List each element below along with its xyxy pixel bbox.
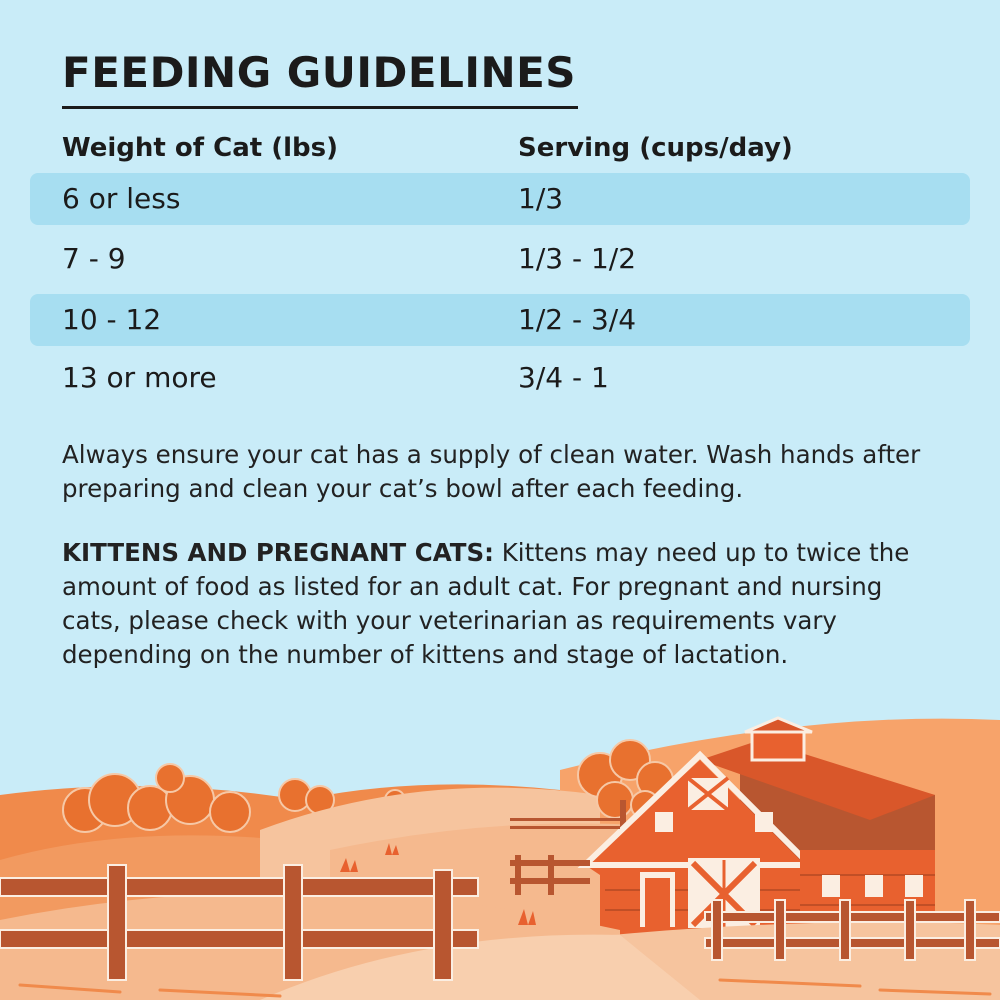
- column-header-weight: Weight of Cat (lbs): [62, 133, 338, 163]
- farm-illustration: [0, 700, 1000, 1000]
- table-row: [30, 294, 970, 346]
- serving-cell: 1/3 - 1/2: [518, 242, 637, 275]
- weight-cell: 10 - 12: [62, 303, 162, 336]
- weight-cell: 13 or more: [62, 361, 217, 394]
- table-row: [30, 352, 970, 404]
- serving-cell: 1/3: [518, 182, 564, 215]
- serving-cell: 1/2 - 3/4: [518, 303, 637, 336]
- column-header-serving: Serving (cups/day): [518, 133, 793, 163]
- kittens-note-heading: KITTENS AND PREGNANT CATS:: [62, 538, 494, 567]
- water-note: Always ensure your cat has a supply of clean water. Wash hands after preparing and clean your cat’s bowl after each feeding.: [62, 440, 921, 503]
- page-title: FEEDING GUIDELINES: [62, 48, 577, 97]
- table-row: [30, 233, 970, 285]
- weight-cell: 7 - 9: [62, 242, 126, 275]
- table-row: [30, 173, 970, 225]
- kittens-note: [62, 536, 942, 672]
- kittens-note-body: Kittens may need up to twice the amount of food as listed for an adult cat. For pregnant and nursing cats, please check with your veterinarian as requirements vary depending on the number of kittens and stage of lactation.: [62, 538, 910, 669]
- weight-cell: 6 or less: [62, 182, 181, 215]
- title-underline: [62, 106, 578, 109]
- serving-cell: 3/4 - 1: [518, 361, 609, 394]
